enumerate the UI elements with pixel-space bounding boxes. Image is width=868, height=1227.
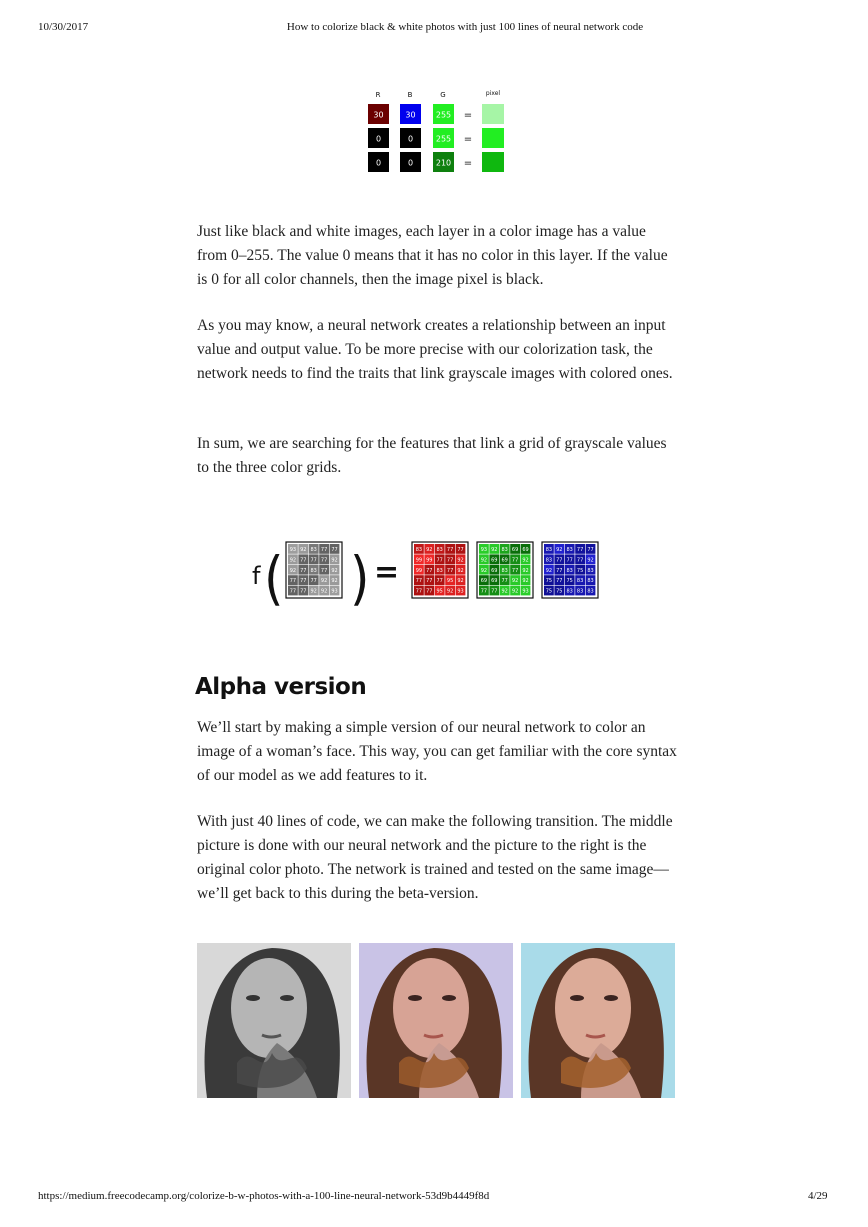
- channel-value: 0: [375, 134, 382, 144]
- cell-value: 77: [457, 547, 464, 553]
- equals-sign: =: [374, 555, 400, 590]
- cell-value: 77: [436, 557, 443, 564]
- cell-value: 83: [545, 557, 553, 564]
- paragraph-in-sum: In sum, we are searching for the features that link a grid of grayscale values to the three color grids.: [197, 435, 667, 476]
- cell-value: 69: [491, 578, 498, 585]
- cell-value: 69: [511, 547, 519, 553]
- cell-value: 99: [415, 567, 423, 574]
- cell-value: 93: [457, 588, 464, 595]
- cell-value: 77: [556, 567, 563, 574]
- cell-value: 93: [289, 547, 297, 553]
- cell-value: 93: [331, 588, 338, 595]
- cell-value: 77: [501, 578, 508, 585]
- cell-value: 75: [545, 588, 553, 595]
- cell-value: 92: [522, 567, 529, 574]
- cell-value: 92: [480, 567, 488, 574]
- cell-value: 92: [545, 567, 553, 574]
- cell-value: 92: [310, 588, 317, 595]
- cell-value: 92: [331, 557, 338, 564]
- cell-value: 69: [480, 578, 488, 585]
- cell-value: 77: [556, 578, 563, 585]
- cell-value: 69: [491, 557, 498, 564]
- function-figure: [250, 538, 606, 608]
- cell-value: 77: [300, 578, 307, 585]
- cell-value: 77: [566, 557, 573, 564]
- close-paren: ): [350, 544, 370, 608]
- cell-value: 69: [491, 567, 498, 574]
- cell-value: 92: [556, 547, 563, 553]
- cell-value: 83: [310, 567, 317, 574]
- cell-value: 77: [415, 588, 423, 595]
- cell-value: 83: [566, 588, 573, 595]
- cell-value: 77: [300, 557, 307, 564]
- cell-value: 77: [587, 547, 594, 553]
- print-title: How to colorize black & white photos with just 100 lines of neural network code: [286, 21, 644, 33]
- cell-value: 83: [545, 547, 553, 553]
- cell-value: 92: [300, 547, 307, 553]
- cell-value: 92: [426, 547, 433, 553]
- rgb-pixel-figure: [362, 86, 512, 181]
- paragraph-simple-version: We’ll start by making a simple version of our neural network to color an image of a woman’s face. This way, you can get familiar with the core syntax of our model as we add features to it.: [197, 719, 677, 784]
- paragraph-neural-network: As you may know, a neural network creates a relationship between an input value and output value. To be more precise with our colorization task, the network needs to find the traits that link grayscale images with colored ones.: [197, 317, 673, 382]
- cell-value: 77: [320, 547, 328, 553]
- cell-value: 77: [556, 557, 563, 564]
- channel-value: 0: [375, 158, 382, 168]
- cell-value: 69: [501, 557, 508, 564]
- cell-value: 93: [522, 588, 529, 595]
- cell-value: 83: [587, 588, 594, 595]
- cell-value: 92: [522, 557, 529, 564]
- cell-value: 92: [331, 578, 338, 585]
- cell-value: 77: [576, 547, 584, 553]
- channel-value: 210: [435, 158, 452, 168]
- cell-value: 77: [426, 588, 433, 595]
- cell-value: 77: [511, 567, 519, 574]
- cell-value: 99: [415, 557, 423, 564]
- pixel-swatch: [482, 152, 504, 172]
- cell-value: 83: [566, 547, 573, 553]
- cell-value: 92: [511, 578, 519, 585]
- cell-value: 69: [522, 547, 529, 553]
- cell-value: 99: [426, 557, 433, 564]
- cell-value: 92: [331, 567, 338, 574]
- cell-value: 77: [415, 578, 423, 585]
- cell-value: 83: [587, 567, 594, 574]
- equals-sign: =: [463, 158, 473, 169]
- channel-value: 0: [407, 158, 414, 168]
- cell-value: 83: [501, 567, 508, 574]
- channel-value: 0: [407, 134, 414, 144]
- cell-value: 83: [310, 547, 317, 553]
- cell-value: 77: [300, 567, 307, 574]
- cell-value: 77: [426, 578, 433, 585]
- cell-value: 83: [436, 567, 443, 574]
- channel-value: 255: [435, 110, 452, 120]
- cell-value: 92: [446, 588, 454, 595]
- cell-value: 75: [556, 588, 563, 595]
- photo-network-colorized: [359, 943, 513, 1098]
- cell-value: 95: [436, 588, 443, 595]
- cell-value: 93: [480, 547, 488, 553]
- cell-value: 92: [587, 557, 594, 564]
- cell-value: 92: [457, 567, 464, 574]
- pixel-swatch: [482, 104, 504, 124]
- red-grid: [412, 542, 468, 598]
- cell-value: 77: [310, 557, 317, 564]
- cell-value: 75: [576, 567, 584, 574]
- photo-original-color: [521, 943, 675, 1098]
- cell-value: 77: [289, 588, 297, 595]
- cell-value: 77: [320, 567, 328, 574]
- function-f-label: f: [252, 562, 261, 590]
- paragraph-transition: With just 40 lines of code, we can make the following transition. The middle picture is done with our neural network and the picture to the right is the original color photo. The network is trained and tested on the same image—we’ll get back to this during the beta-version.: [197, 813, 673, 902]
- cell-value: 77: [446, 557, 454, 564]
- cell-value: 77: [480, 588, 488, 595]
- green-grid: [477, 542, 533, 598]
- cell-value: 92: [289, 557, 297, 564]
- channel-value: 30: [373, 110, 384, 120]
- comparison-photos: [197, 943, 675, 1098]
- cell-value: 77: [436, 578, 443, 585]
- grayscale-grid: [286, 542, 342, 598]
- column-label-g: G: [440, 91, 446, 99]
- blue-grid: [542, 542, 598, 598]
- cell-value: 92: [457, 557, 464, 564]
- cell-value: 77: [511, 557, 519, 564]
- cell-value: 83: [587, 578, 594, 585]
- cell-value: 77: [310, 578, 317, 585]
- cell-value: 77: [289, 578, 297, 585]
- section-heading-alpha-version: Alpha version: [195, 674, 367, 700]
- channel-value: 255: [435, 134, 452, 144]
- cell-value: 75: [566, 578, 573, 585]
- cell-value: 92: [522, 578, 529, 585]
- cell-value: 83: [576, 588, 584, 595]
- channel-value: 30: [405, 110, 416, 120]
- column-label-r: R: [375, 91, 381, 99]
- cell-value: 92: [491, 547, 498, 553]
- cell-value: 92: [457, 578, 464, 585]
- cell-value: 77: [300, 588, 307, 595]
- photo-grayscale: [197, 943, 351, 1098]
- cell-value: 83: [436, 547, 443, 553]
- column-label-b: B: [407, 91, 413, 99]
- cell-value: 77: [320, 557, 328, 564]
- equals-sign: =: [463, 110, 473, 121]
- cell-value: 83: [501, 547, 508, 553]
- cell-value: 83: [566, 567, 573, 574]
- cell-value: 77: [576, 557, 584, 564]
- equals-sign: =: [463, 134, 473, 145]
- cell-value: 77: [426, 567, 433, 574]
- print-date: 10/30/2017: [38, 21, 89, 33]
- cell-value: 75: [545, 578, 553, 585]
- cell-value: 92: [501, 588, 508, 595]
- pixel-swatch: [482, 128, 504, 148]
- cell-value: 92: [320, 578, 328, 585]
- cell-value: 77: [331, 547, 338, 553]
- cell-value: 92: [289, 567, 297, 574]
- page-number: 4/29: [808, 1190, 828, 1202]
- open-paren: (: [264, 544, 284, 608]
- paragraph-color-layers: Just like black and white images, each layer in a color image has a value from 0–255. The value 0 means that it has no color in this layer. If the value is 0 for all color channels, then the image pixel is black.: [197, 223, 668, 288]
- cell-value: 92: [320, 588, 328, 595]
- cell-value: 77: [446, 567, 454, 574]
- cell-value: 77: [446, 547, 454, 553]
- cell-value: 83: [576, 578, 584, 585]
- cell-value: 83: [415, 547, 423, 553]
- cell-value: 77: [491, 588, 498, 595]
- cell-value: 92: [511, 588, 519, 595]
- print-url: https://medium.freecodecamp.org/colorize-b-w-photos-with-a-100-line-neural-network-53d9b4449f8d: [38, 1190, 490, 1202]
- cell-value: 92: [480, 557, 488, 564]
- cell-value: 95: [446, 578, 454, 585]
- column-label-pixel: pixel: [485, 90, 501, 97]
